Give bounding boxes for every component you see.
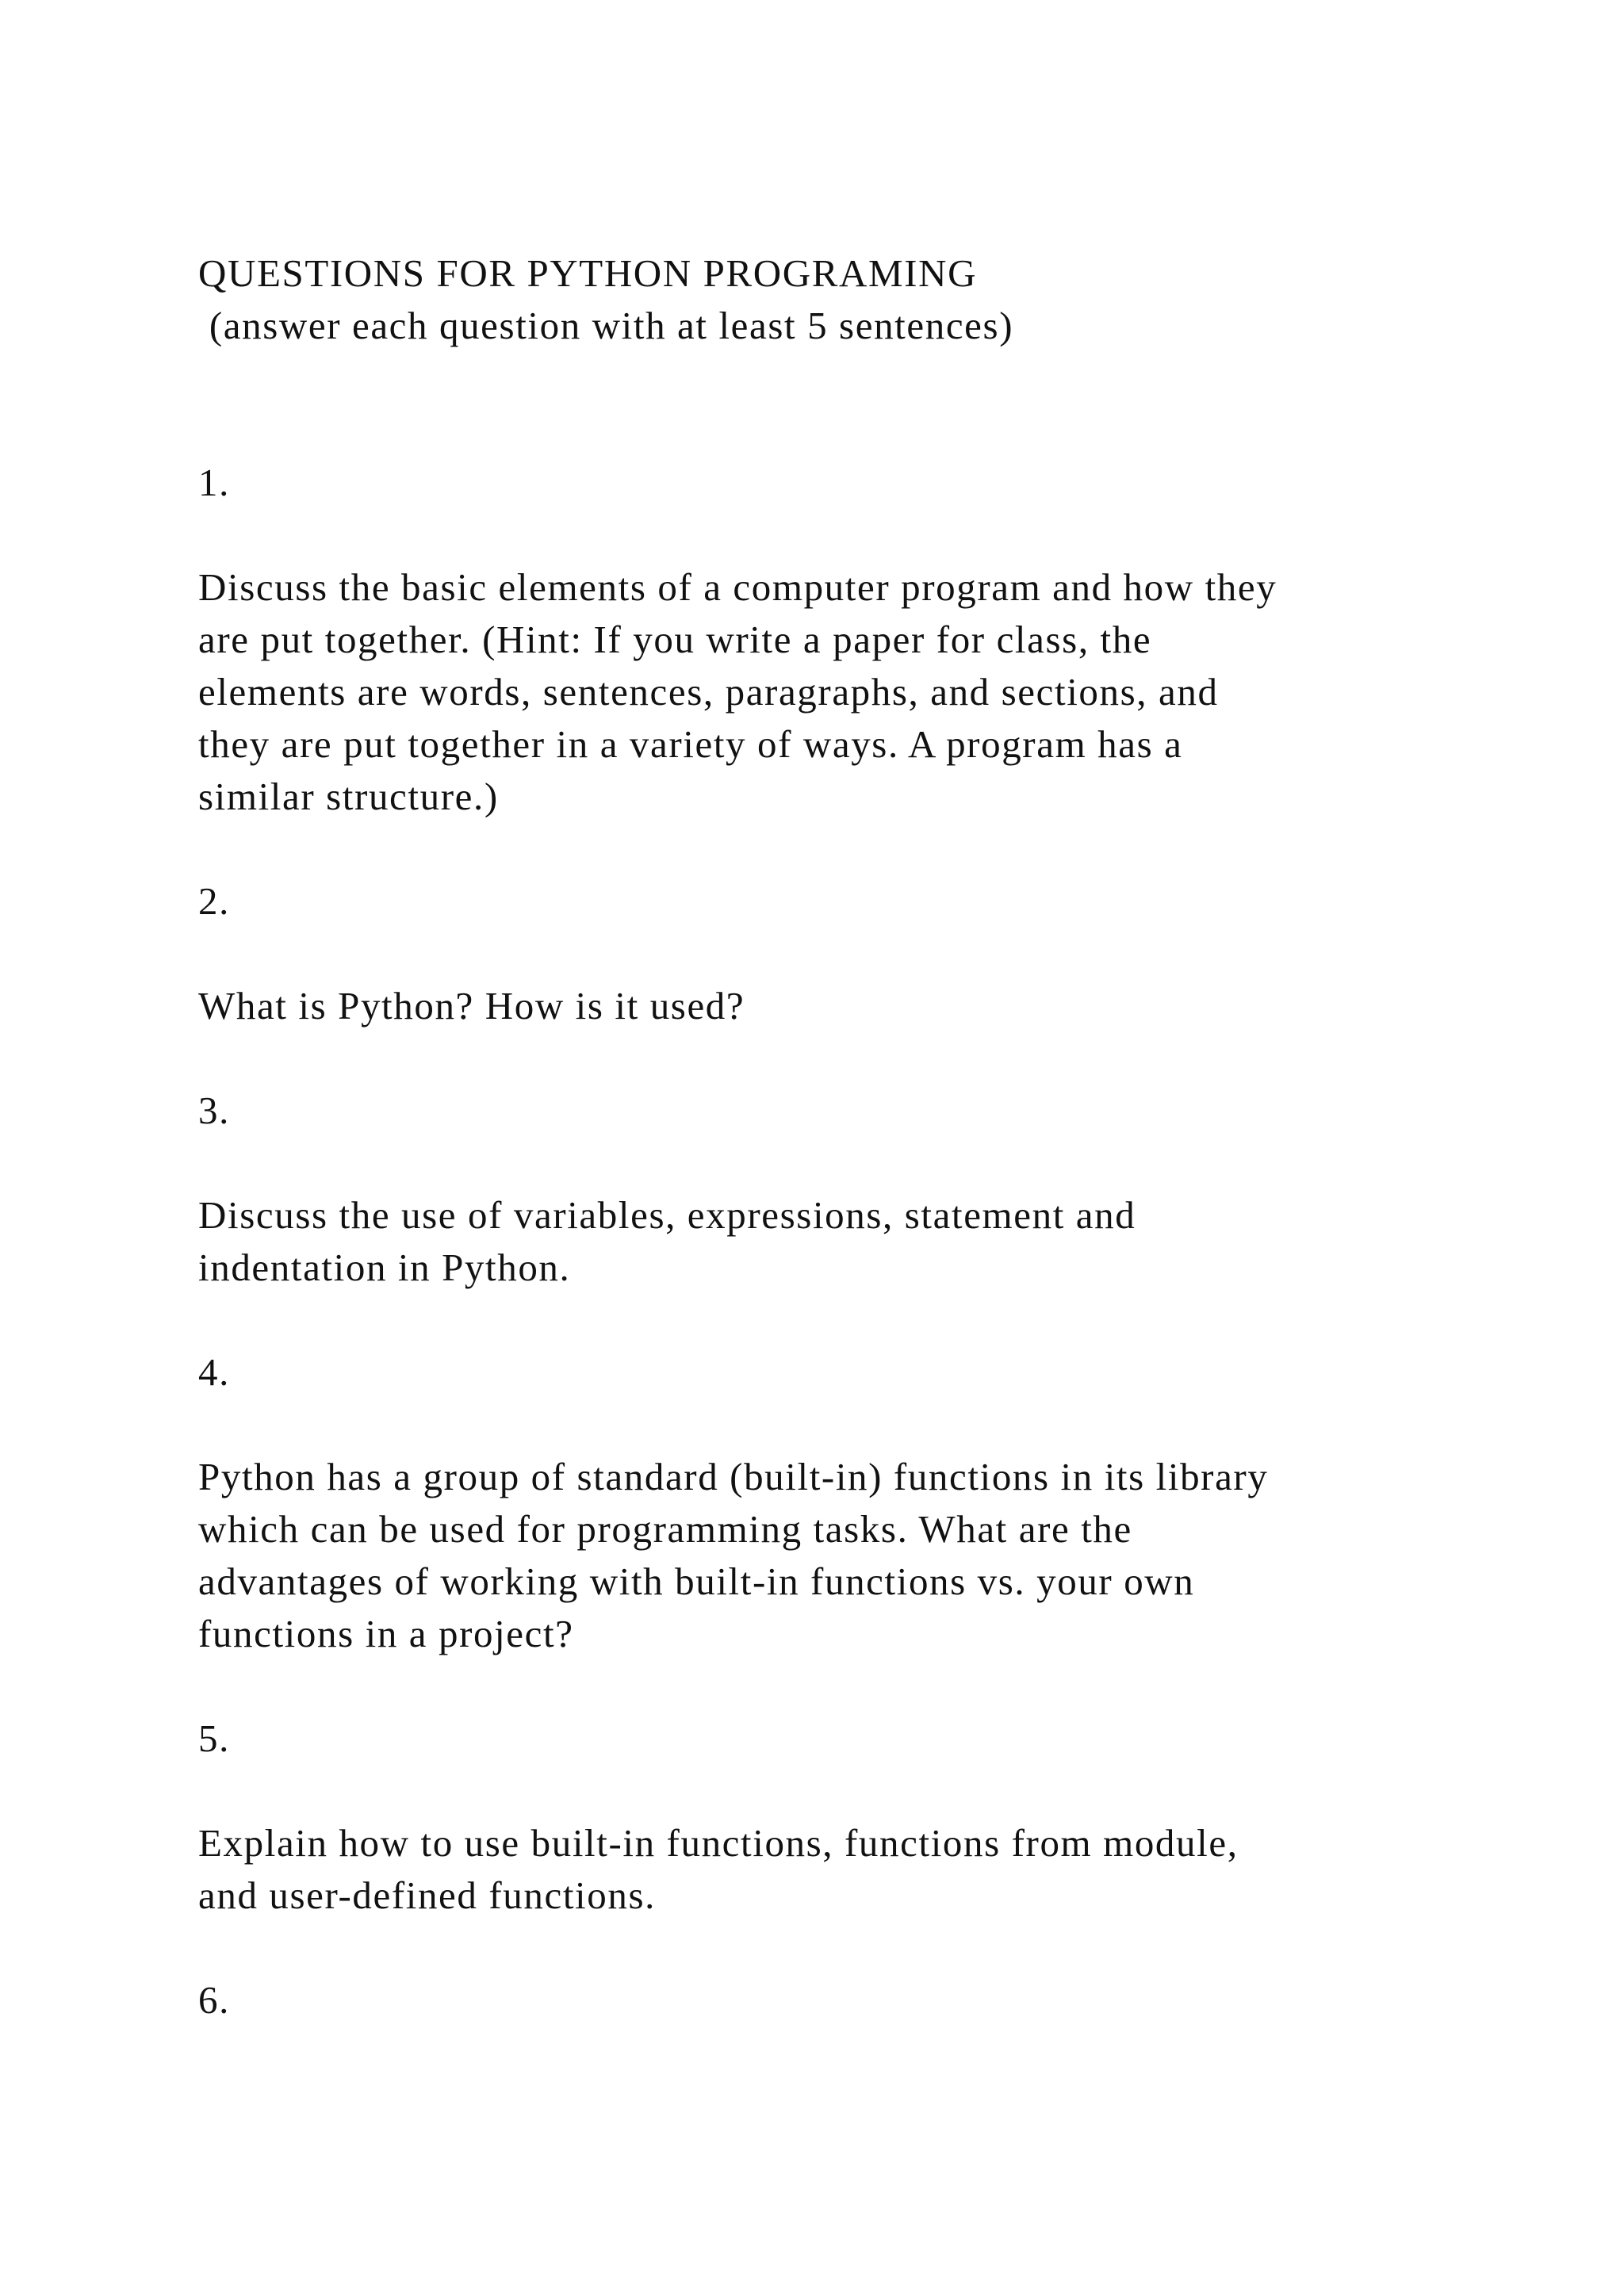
question-text xyxy=(198,561,1467,823)
question-item xyxy=(198,1085,1467,1294)
question-number: 3. xyxy=(198,1089,230,1132)
question-line: advantages of working with built-in functions vs. your own xyxy=(198,1559,1195,1603)
question-item xyxy=(198,457,1467,823)
title-spacer xyxy=(198,352,1467,457)
question-line: they are put together in a variety of ways. A program has a xyxy=(198,722,1183,766)
question-line: functions in a project? xyxy=(198,1612,574,1655)
question-line: and user-defined functions. xyxy=(198,1873,656,1917)
document-subtitle: (answer each question with at least 5 sentences) xyxy=(198,304,1014,347)
question-list xyxy=(198,457,1467,2026)
question-text xyxy=(198,1189,1467,1294)
question-text xyxy=(198,980,1467,1032)
question-item xyxy=(198,1712,1467,1922)
question-item xyxy=(198,1346,1467,1660)
question-line: indentation in Python. xyxy=(198,1246,571,1289)
question-number: 4. xyxy=(198,1350,230,1394)
question-line: which can be used for programming tasks. What are the xyxy=(198,1507,1132,1551)
question-line: Python has a group of standard (built-in) functions in its library xyxy=(198,1455,1269,1498)
question-number: 2. xyxy=(198,879,230,923)
question-line: similar structure.) xyxy=(198,775,499,818)
question-text xyxy=(198,1817,1467,1922)
question-line: What is Python? How is it used? xyxy=(198,984,745,1027)
question-line: Discuss the basic elements of a computer program and how they xyxy=(198,565,1277,609)
question-number: 5. xyxy=(198,1716,230,1760)
question-line: Discuss the use of variables, expressions, statement and xyxy=(198,1193,1136,1237)
question-number: 1. xyxy=(198,461,230,504)
question-text xyxy=(198,1451,1467,1660)
question-item xyxy=(198,875,1467,1032)
question-line: are put together. (Hint: If you write a paper for class, the xyxy=(198,618,1152,661)
question-number: 6. xyxy=(198,1978,230,2022)
question-line: Explain how to use built-in functions, functions from module, xyxy=(198,1821,1239,1865)
question-item xyxy=(198,1974,1467,2026)
document-content xyxy=(198,247,1467,2079)
question-line: elements are words, sentences, paragraphs, and sections, and xyxy=(198,670,1219,714)
document-title: QUESTIONS FOR PYTHON PROGRAMING xyxy=(198,251,978,295)
